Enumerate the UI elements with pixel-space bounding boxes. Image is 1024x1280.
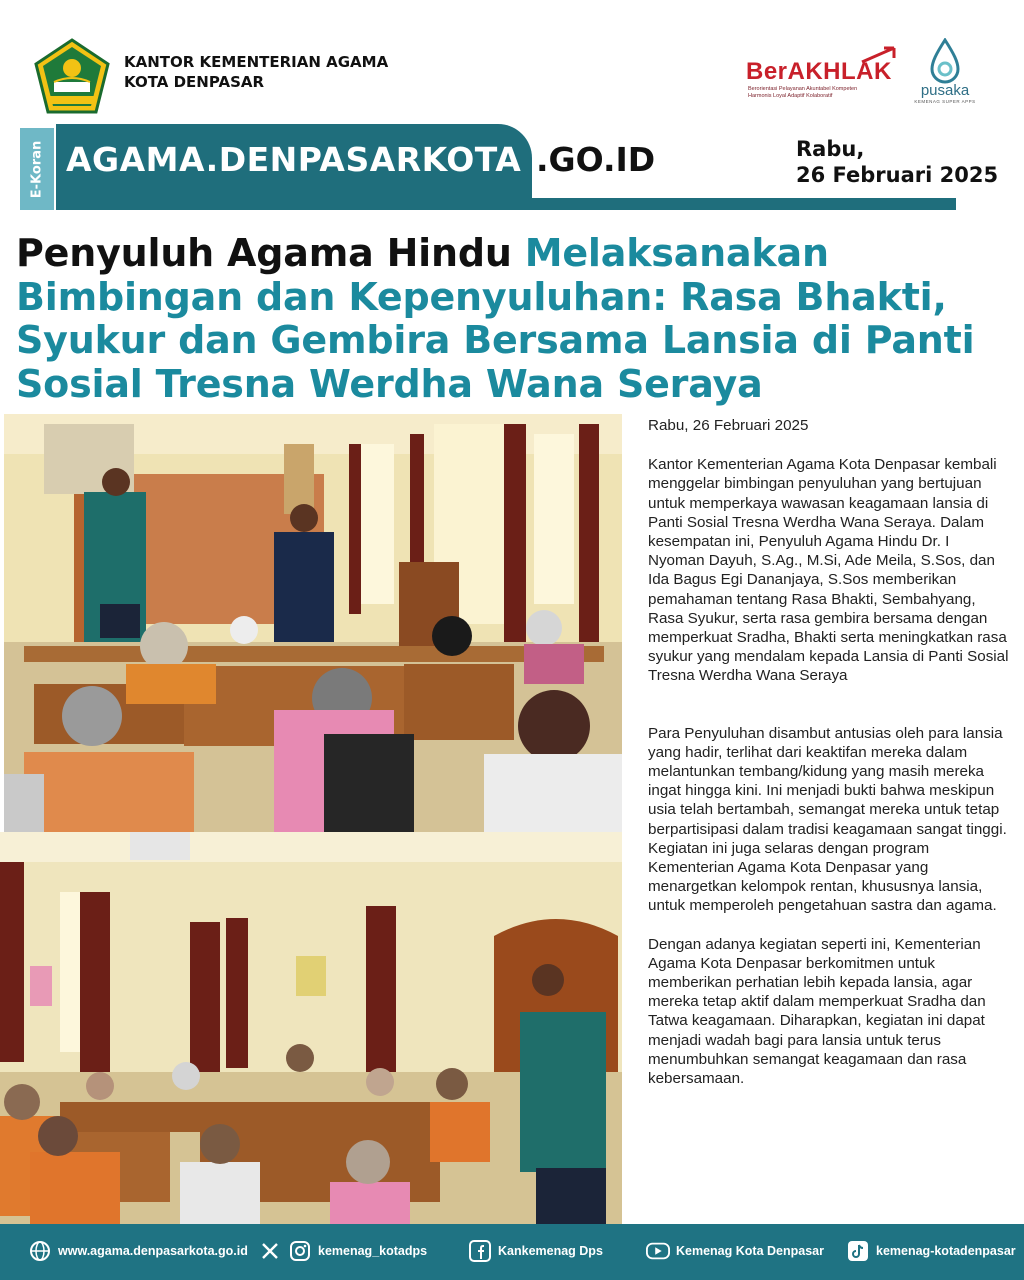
article-date: Rabu, 26 Februari 2025 xyxy=(648,417,809,434)
footer-bar xyxy=(0,1224,1024,1280)
footer-facebook-text: Kankemenag Dps xyxy=(498,1244,603,1258)
berakhlak-tagline-2: Harmonis Loyal Adaptif Kolaboratif xyxy=(748,93,833,99)
footer-facebook[interactable] xyxy=(468,1236,603,1266)
footer-youtube-text: Kemenag Kota Denpasar xyxy=(676,1244,824,1258)
footer-website-text: www.agama.denpasarkota.go.id xyxy=(58,1244,248,1258)
footer-x-instagram[interactable] xyxy=(258,1236,427,1266)
article-paragraph-1: Kantor Kementerian Agama Kota Denpasar kembali menggelar bimbingan penyuluhan yang bertujuan untuk memperkaya wawasan keagamaan lansia di Panti Sosial Tresna Werdha Wana Seraya. Dalam kesempatan ini, Penyuluh Agama Hindu Dr. I Nyoman Dayuh, S.Ag., M.Si, Ade Meila, S.Sos, dan Ida Bagus Egi Dananjaya, S.Sos memberikan pemahaman tentang Rasa Bhakti, Sembahyang, Rasa Syukur, serta rasa gembira bersama dengan memperkuat Sradha, Bhakti serta meningkatkan rasa syukur yang mendalam kepada Lansia di Panti Sosial Tresna Werdha Wana Seraya xyxy=(648,456,1009,685)
headline xyxy=(16,232,1006,406)
footer-tiktok-text: kemenag-kotadenpasar xyxy=(876,1244,1016,1258)
ekoran-label: E-Koran xyxy=(29,140,45,198)
berakhlak-title: BerAKHLAK xyxy=(746,58,892,85)
event-photo-bottom xyxy=(0,832,622,1224)
pusaka-logo xyxy=(912,38,978,110)
office-line-1: KANTOR KEMENTERIAN AGAMA xyxy=(124,53,389,71)
x-icon xyxy=(258,1239,282,1263)
pusaka-drop-icon xyxy=(928,38,962,84)
footer-x-instagram-text: kemenag_kotadps xyxy=(318,1244,428,1258)
headline-dark-part: Penyuluh Agama Hindu xyxy=(16,231,512,275)
berakhlak-logo xyxy=(744,46,904,106)
ekoran-tab-text-wrap xyxy=(20,128,54,210)
ministry-emblem-icon xyxy=(32,38,112,114)
footer-tiktok[interactable] xyxy=(846,1236,1016,1266)
event-photo-top xyxy=(4,414,622,832)
banner-rule xyxy=(56,198,956,210)
office-name xyxy=(124,52,388,92)
tiktok-icon xyxy=(846,1239,870,1263)
site-name: AGAMA.DENPASARKOTA xyxy=(66,140,522,179)
footer-website[interactable] xyxy=(28,1236,248,1266)
youtube-icon xyxy=(646,1239,670,1263)
instagram-icon xyxy=(288,1239,312,1263)
headline-accent-part: Melaksanakan Bimbingan dan Kepenyuluhan: Rasa Bhakti, Syukur dan Gembira Bersama Lansia di Panti Sosial Tresna Werdha Wana Seraya xyxy=(16,231,975,406)
pusaka-name: pusaka xyxy=(920,82,970,99)
berakhlak-tagline-1: Berorientasi Pelayanan Akuntabel Kompeten xyxy=(748,86,858,92)
edition-day: Rabu, xyxy=(796,137,865,161)
edition-date xyxy=(796,136,998,188)
footer-youtube[interactable] xyxy=(646,1236,824,1266)
edition-full-date: 26 Februari 2025 xyxy=(796,163,999,187)
facebook-icon xyxy=(468,1239,492,1263)
article-paragraph-2: Para Penyuluhan disambut antusias oleh para lansia yang hadir, terlihat dari keaktifan mereka dalam melantunkan tembang/kidung yang masih mereka ingat hingga kini. Ini menjadi bukti bahwa meskipun usia telah bertambah, semangat mereka untuk tetap berpartisipasi dalam tradisi keagamaan sangat tinggi. Kegiatan ini juga selaras dengan program Kementerian Agama Kota Denpasar yang menargetkan kelompok rentan, khususnya lansia, untuk memperoleh pengetahuan sastra dan agama. xyxy=(648,724,1007,915)
globe-icon xyxy=(28,1239,52,1263)
pusaka-tagline: KEMENAG SUPER APPS xyxy=(914,99,976,104)
article-paragraph-3: Dengan adanya kegiatan seperti ini, Kementerian Agama Kota Denpasar berkomitmen untuk memberikan perhatian lebih kepada lansia, agar mereka tetap aktif dalam memperkuat Sradha dan Tatwa keagamaan. Diharapkan, kegiatan ini dapat menjadi wadah bagi para lansia untuk terus menumbuhkan semangat keagamaan dan rasa kebersamaan. xyxy=(648,935,986,1088)
article-body xyxy=(648,416,1010,1107)
office-line-2: KOTA DENPASAR xyxy=(124,73,265,91)
site-tld: .GO.ID xyxy=(536,140,656,179)
